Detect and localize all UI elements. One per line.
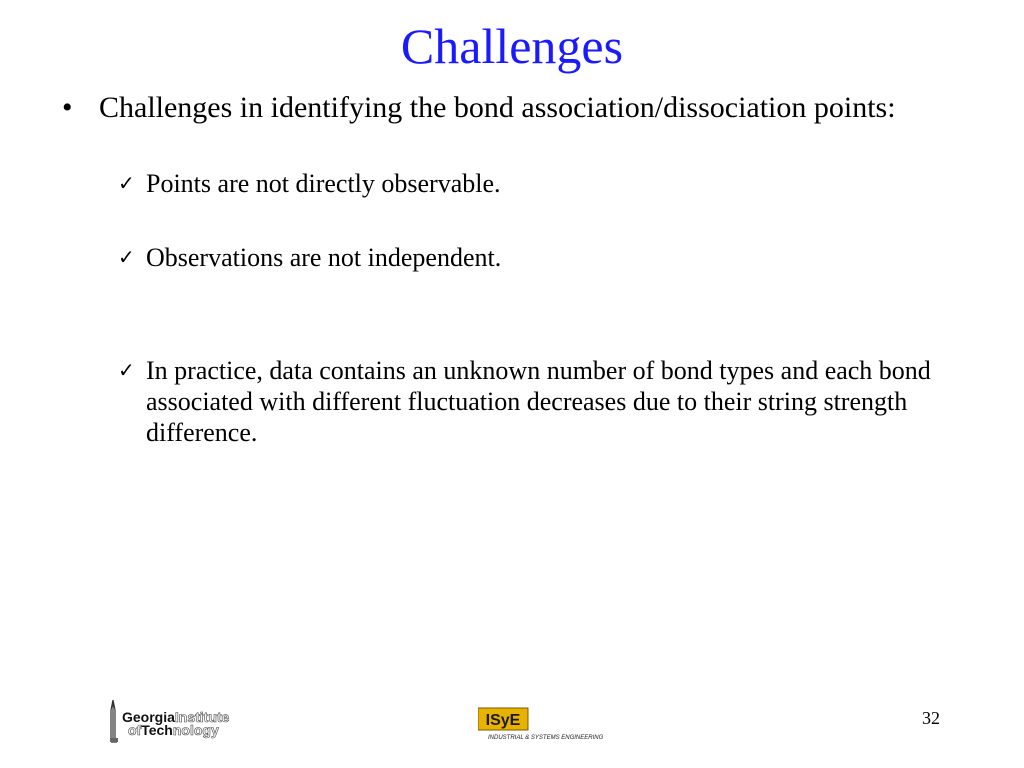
isye-logo-icon — [478, 706, 608, 742]
checkmark-icon: ✓ — [118, 171, 135, 195]
svg-text:ofTechnology: ofTechnology — [128, 722, 219, 738]
svg-text:GeorgiaInstitute: GeorgiaInstitute — [122, 709, 230, 725]
isye-logo — [478, 706, 608, 742]
check-text: In practice, data contains an unknown number of bond types and each bond associated with different fluctuation decreases due to their string strength difference. — [146, 356, 931, 447]
checkmark-icon: ✓ — [118, 358, 135, 382]
check-item-1 — [118, 168, 978, 199]
georgia-tech-logo-icon — [108, 698, 268, 744]
slide-title: Challenges — [400, 18, 624, 74]
check-item-3 — [118, 355, 978, 448]
check-item-2 — [118, 242, 978, 273]
bullet-icon: • — [62, 91, 73, 124]
check-text: Points are not directly observable. — [146, 169, 501, 198]
georgia-tech-logo — [108, 698, 268, 744]
bullet-text: Challenges in identifying the bond association/dissociation points: — [99, 91, 896, 124]
check-text: Observations are not independent. — [146, 243, 502, 272]
page-number: 32 — [922, 708, 940, 728]
svg-text:INDUSTRIAL & SYSTEMS ENGINEERI: INDUSTRIAL & SYSTEMS ENGINEERING — [488, 735, 604, 741]
checkmark-icon: ✓ — [118, 245, 135, 269]
bullet-item — [62, 92, 962, 124]
svg-text:ISyE: ISyE — [485, 712, 521, 729]
